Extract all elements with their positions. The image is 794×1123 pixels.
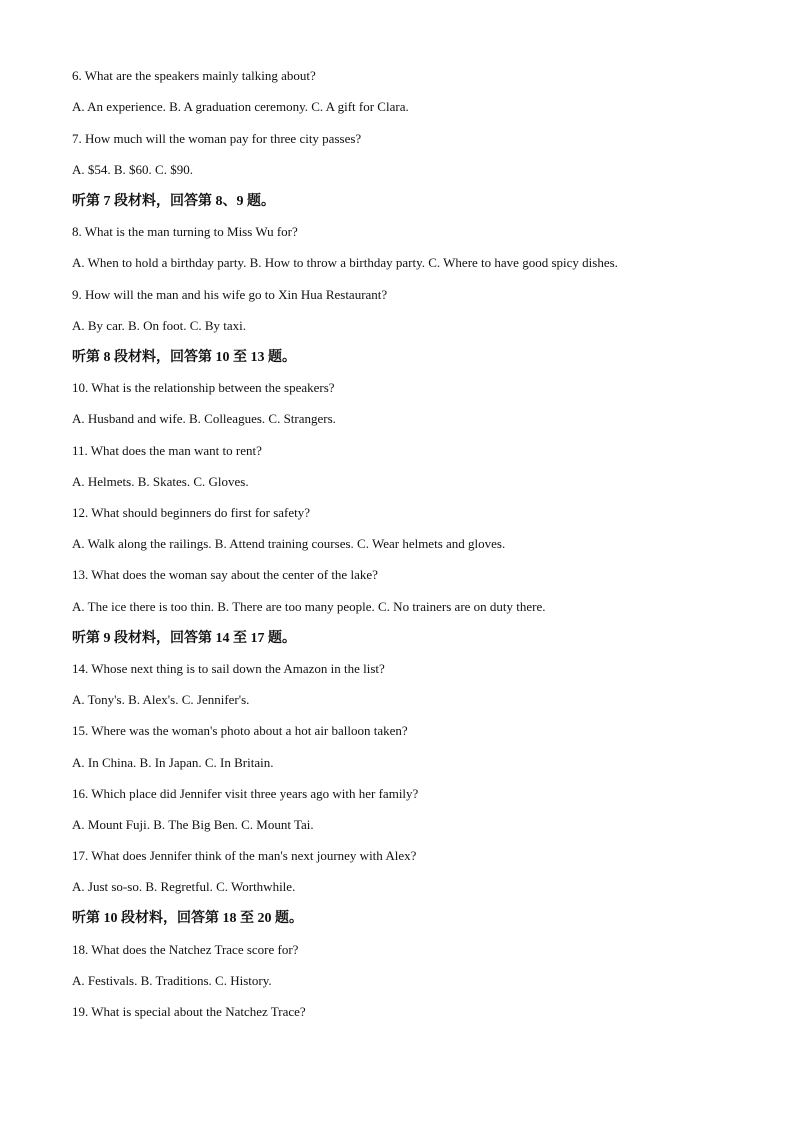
options-17: A. Just so-so. B. Regretful. C. Worthwhile. bbox=[72, 879, 296, 894]
question-12: 12. What should beginners do first for safety? bbox=[72, 505, 311, 520]
options-7: A. $54. B. $60. C. $90. bbox=[72, 162, 193, 177]
question-16: 16. Which place did Jennifer visit three years ago with her family? bbox=[72, 786, 419, 801]
question-9: 9. How will the man and his wife go to Xin Hua Restaurant? bbox=[72, 287, 388, 302]
question-10: 10. What is the relationship between the speakers? bbox=[72, 380, 335, 395]
question-18: 18. What does the Natchez Trace score for? bbox=[72, 942, 299, 957]
options-9: A. By car. B. On foot. C. By taxi. bbox=[72, 318, 247, 333]
question-6: 6. What are the speakers mainly talking about? bbox=[72, 68, 316, 83]
question-15: 15. Where was the woman's photo about a hot air balloon taken? bbox=[72, 723, 408, 738]
section-heading-7: 听第 7 段材料，回答第 8、9 题。 bbox=[72, 194, 275, 209]
section-heading-10: 听第 10 段材料，回答第 18 至 20 题。 bbox=[72, 911, 303, 926]
options-6: A. An experience. B. A graduation ceremony. C. A gift for Clara. bbox=[72, 99, 409, 114]
section-heading-8: 听第 8 段材料，回答第 10 至 13 题。 bbox=[72, 350, 296, 365]
question-13: 13. What does the woman say about the center of the lake? bbox=[72, 567, 378, 582]
section-heading-9: 听第 9 段材料，回答第 14 至 17 题。 bbox=[72, 631, 296, 646]
question-14: 14. Whose next thing is to sail down the Amazon in the list? bbox=[72, 661, 385, 676]
question-7: 7. How much will the woman pay for three city passes? bbox=[72, 131, 362, 146]
question-11: 11. What does the man want to rent? bbox=[72, 443, 262, 458]
question-8: 8. What is the man turning to Miss Wu for? bbox=[72, 224, 298, 239]
question-17: 17. What does Jennifer think of the man's next journey with Alex? bbox=[72, 848, 417, 863]
options-10: A. Husband and wife. B. Colleagues. C. Strangers. bbox=[72, 411, 336, 426]
options-13: A. The ice there is too thin. B. There are too many people. C. No trainers are on duty there. bbox=[72, 599, 546, 614]
options-12: A. Walk along the railings. B. Attend training courses. C. Wear helmets and gloves. bbox=[72, 536, 506, 551]
options-18: A. Festivals. B. Traditions. C. History. bbox=[72, 973, 272, 988]
options-16: A. Mount Fuji. B. The Big Ben. C. Mount Tai. bbox=[72, 817, 314, 832]
options-11: A. Helmets. B. Skates. C. Gloves. bbox=[72, 474, 249, 489]
options-14: A. Tony's. B. Alex's. C. Jennifer's. bbox=[72, 692, 250, 707]
options-8: A. When to hold a birthday party. B. How to throw a birthday party. C. Where to have good spicy dishes. bbox=[72, 255, 618, 270]
options-15: A. In China. B. In Japan. C. In Britain. bbox=[72, 755, 274, 770]
question-19: 19. What is special about the Natchez Trace? bbox=[72, 1004, 306, 1019]
